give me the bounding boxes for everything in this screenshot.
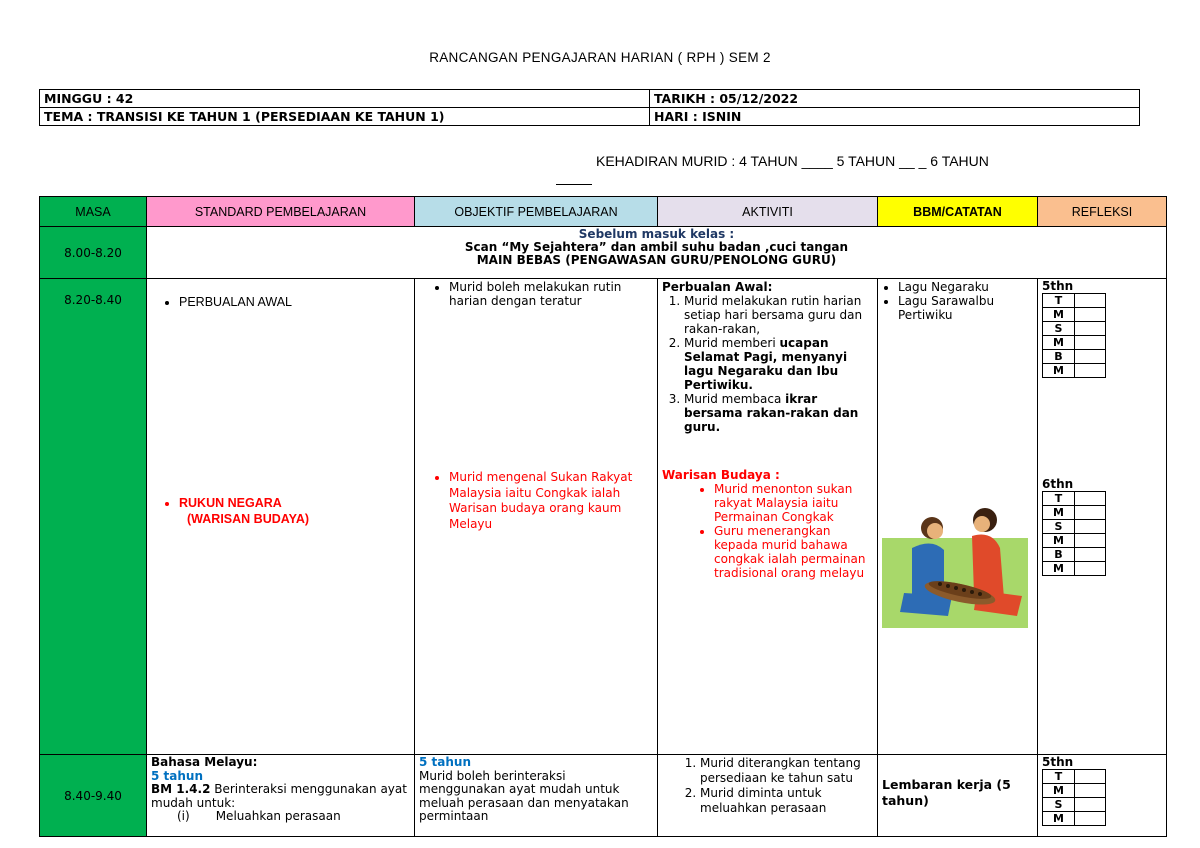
standard-item-line-1: RUKUN NEGARA (179, 496, 282, 510)
attendance-line: KEHADIRAN MURID : 4 TAHUN ____ 5 TAHUN __ _ 6 TAHUN (596, 153, 989, 169)
hari-cell: HARI : ISNIN (650, 108, 1140, 126)
time-cell: 8.40-9.40 (40, 755, 147, 837)
refl-6thn-label: 6thn (1042, 477, 1074, 491)
objektif-item: • Murid mengenal Sukan Rakyat Malaysia iaitu Congkak ialah Warisan budaya orang kaum Melayu (449, 470, 653, 532)
col-objektif: OBJEKTIF PEMBELAJARAN (415, 197, 658, 227)
aktiviti-item: 3. Murid membaca ikrar bersama rakan-rakan dan guru. (684, 392, 873, 434)
refl-5thn-table: T M S M (1042, 769, 1106, 826)
standard-text: BM 1.4.2 Berinteraksi menggunakan ayat mudah untuk: (151, 782, 407, 810)
refl-5thn-label: 5thn (1042, 279, 1074, 293)
subject-label: Bahasa Melayu: (151, 755, 258, 769)
refleksi-cell (1038, 279, 1167, 755)
lesson-plan-table (39, 196, 1167, 837)
routine-line-1: Sebelum masuk kelas : (578, 227, 735, 241)
aktiviti-item: 2. Murid memberi ucapan Selamat Pagi, menyanyi lagu Negaraku dan Ibu Pertiwiku. (684, 336, 873, 392)
tema-cell: TEMA : TRANSISI KE TAHUN 1 (PERSEDIAAN KE TAHUN 1) (40, 108, 650, 126)
standard-item (179, 495, 410, 527)
year-label: 5 tahun (151, 768, 203, 783)
routine-line-2: Scan “My Sejahtera” dan ambil suhu badan ,cuci tangan (464, 240, 849, 254)
routine-cell (147, 227, 1167, 279)
objektif-cell (415, 279, 658, 755)
warisan-heading: Warisan Budaya : (662, 468, 780, 482)
objektif-item: • Murid boleh melakukan rutin harian dengan teratur (449, 280, 653, 308)
standard-subitem: (i) Meluahkan perasaan (177, 809, 341, 823)
standard-item-line-2: (WARISAN BUDAYA) (187, 512, 310, 526)
col-refleksi: REFLEKSI (1038, 197, 1167, 227)
col-standard: STANDARD PEMBELAJARAN (147, 197, 415, 227)
time-cell: 8.00-8.20 (40, 227, 147, 279)
table-row (40, 227, 1167, 279)
aktiviti-item: 1. Murid diterangkan tentang persediaan ke tahun satu (700, 756, 873, 786)
aktiviti-item: 1. Murid melakukan rutin harian setiap hari bersama guru dan rakan-rakan, (684, 294, 873, 336)
refleksi-cell (1038, 755, 1167, 837)
aktiviti-heading: Perbualan Awal: (662, 280, 773, 294)
warisan-item: • Guru menerangkan kepada murid bahawa congkak ialah permainan tradisional orang melayu (714, 524, 873, 580)
time-cell: 8.20-8.40 (40, 279, 147, 755)
objektif-text: Murid boleh berinteraksi menggunakan ayat mudah untuk meluah perasaan dan menyatakan permintaan (419, 768, 629, 823)
attendance-underline (556, 184, 592, 185)
table-row (40, 755, 1167, 837)
standard-cell (147, 755, 415, 837)
standard-item: • PERBUALAN AWAL (179, 295, 410, 309)
page-title: RANCANGAN PENGAJARAN HARIAN ( RPH ) SEM 2 (429, 50, 771, 65)
objektif-cell (415, 755, 658, 837)
aktiviti-cell (658, 755, 878, 837)
refl-6thn-table: T M S M B M (1042, 491, 1106, 576)
warisan-item: • Murid menonton sukan rakyat Malaysia iaitu Permainan Congkak (714, 482, 873, 524)
header-row (40, 197, 1167, 227)
aktiviti-item: 2. Murid diminta untuk meluahkan perasaan (700, 786, 873, 816)
refl-5thn-table: T M S M B M (1042, 293, 1106, 378)
year-label: 5 tahun (419, 755, 471, 769)
refl-5thn-label: 5thn (1042, 755, 1074, 769)
minggu-cell: MINGGU : 42 (40, 90, 650, 108)
col-aktiviti: AKTIVITI (658, 197, 878, 227)
col-bbm: BBM/CATATAN (878, 197, 1038, 227)
bbm-cell: Lembaran kerja (5 tahun) (878, 755, 1038, 837)
aktiviti-cell (658, 279, 878, 755)
table-row (40, 279, 1167, 755)
col-masa: MASA (40, 197, 147, 227)
routine-line-3: MAIN BEBAS (PENGAWASAN GURU/PENOLONG GURU) (476, 253, 837, 267)
bbm-item: • Lagu Negaraku (898, 280, 1033, 294)
tarikh-cell: TARIKH : 05/12/2022 (650, 90, 1140, 108)
standard-cell (147, 279, 415, 755)
info-table (39, 89, 1140, 126)
congkak-illustration (882, 498, 1028, 628)
bbm-cell (878, 279, 1038, 755)
bbm-item: • Lagu Sarawalbu Pertiwiku (898, 294, 1033, 322)
